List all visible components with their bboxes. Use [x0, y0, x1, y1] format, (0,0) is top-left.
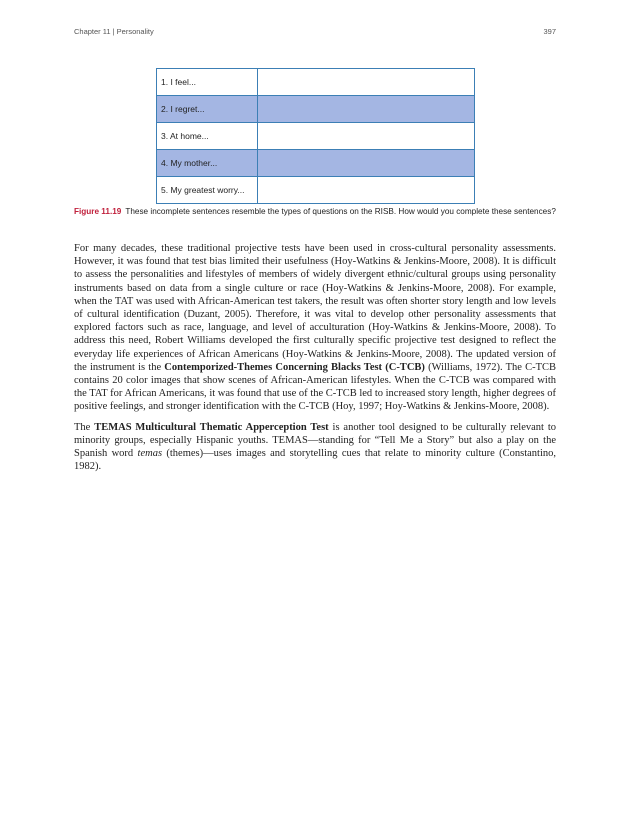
- sentence-prompt: 2. I regret...: [157, 96, 258, 123]
- table-row: [157, 69, 475, 96]
- running-header: [74, 27, 556, 36]
- table-row: [157, 123, 475, 150]
- table-row: [157, 96, 475, 123]
- paragraph-2-text-start: The: [74, 421, 95, 433]
- sentence-completion-cell: [258, 96, 475, 123]
- sentence-completion-cell: [258, 69, 475, 96]
- sentence-prompt: 5. My greatest worry...: [157, 177, 258, 204]
- caption-text: These incomplete sentences resemble the types of questions on the RISB. How would you complete these sentences?: [125, 207, 556, 216]
- paragraph-2-text-end: (themes)—uses images and storytelling cues that relate to minority culture (Constantino, 1982).: [74, 448, 556, 473]
- table-row: [157, 177, 475, 204]
- paragraph-1-text-end: (Williams, 1972). The C-TCB contains 20 color images that show scenes of African-American lifestyles. When the C-TCB was compared with the TAT for African Americans, it was found that use of the C-TCB led to increased story length, higher degrees of positive feelings, and stronger identification with the C-TCB (Hoy, 1997; Hoy-Watkins & Jenkins-Moore, 2008).: [74, 361, 556, 413]
- key-term-temas: TEMAS Multicultural Thematic Apperception Test: [94, 421, 329, 433]
- key-term-ctcb: Contemporized-Themes Concerning Blacks Test (C-TCB): [164, 361, 425, 373]
- figure-caption: [74, 206, 556, 217]
- figure-label: Figure 11.19: [74, 207, 122, 216]
- sentence-prompt: 3. At home...: [157, 123, 258, 150]
- paragraph-1: [74, 242, 556, 414]
- sentence-prompt: 1. I feel...: [157, 69, 258, 96]
- incomplete-sentences-table: [156, 68, 475, 204]
- sentence-completion-cell: [258, 177, 475, 204]
- page-number: 397: [543, 27, 556, 36]
- body-text: [74, 242, 556, 480]
- chapter-title: Chapter 11 | Personality: [74, 27, 154, 36]
- paragraph-2-text-middle: is another tool designed to be culturally relevant to minority groups, especially Hispanic youths. TEMAS—standing for “Tell Me a Story” but also a play on the Spanish word: [74, 421, 556, 460]
- italic-word-temas: temas: [137, 448, 163, 460]
- table-row: [157, 150, 475, 177]
- sentence-prompt: 4. My mother...: [157, 150, 258, 177]
- sentence-completion-cell: [258, 150, 475, 177]
- paragraph-2: [74, 421, 556, 474]
- sentence-completion-cell: [258, 123, 475, 150]
- paragraph-1-text-start: For many decades, these traditional projective tests have been used in cross-cultural personality assessments. However, it was found that test bias limited their usefulness (Hoy-Watkins & Jenkins-Moore, 2008). It is difficult to assess the personalities and lifestyles of members of widely divergent ethnic/cultural groups using personality instruments based on data from a single culture or race (Hoy-Watkins & Jenkins-Moore, 2008). For example, when the TAT was used with African-American test takers, the result was often shorter story length and low levels of cultural identification (Duzant, 2005). Therefore, it was vital to develop other personality assessments that explored factors such as race, language, and level of acculturation (Hoy-Watkins & Jenkins-Moore, 2008). To address this need, Robert Williams developed the first culturally specific projective test designed to reflect the everyday life experiences of African Americans (Hoy-Watkins & Jenkins-Moore, 2008). The updated version of the instrument is the: [74, 243, 556, 373]
